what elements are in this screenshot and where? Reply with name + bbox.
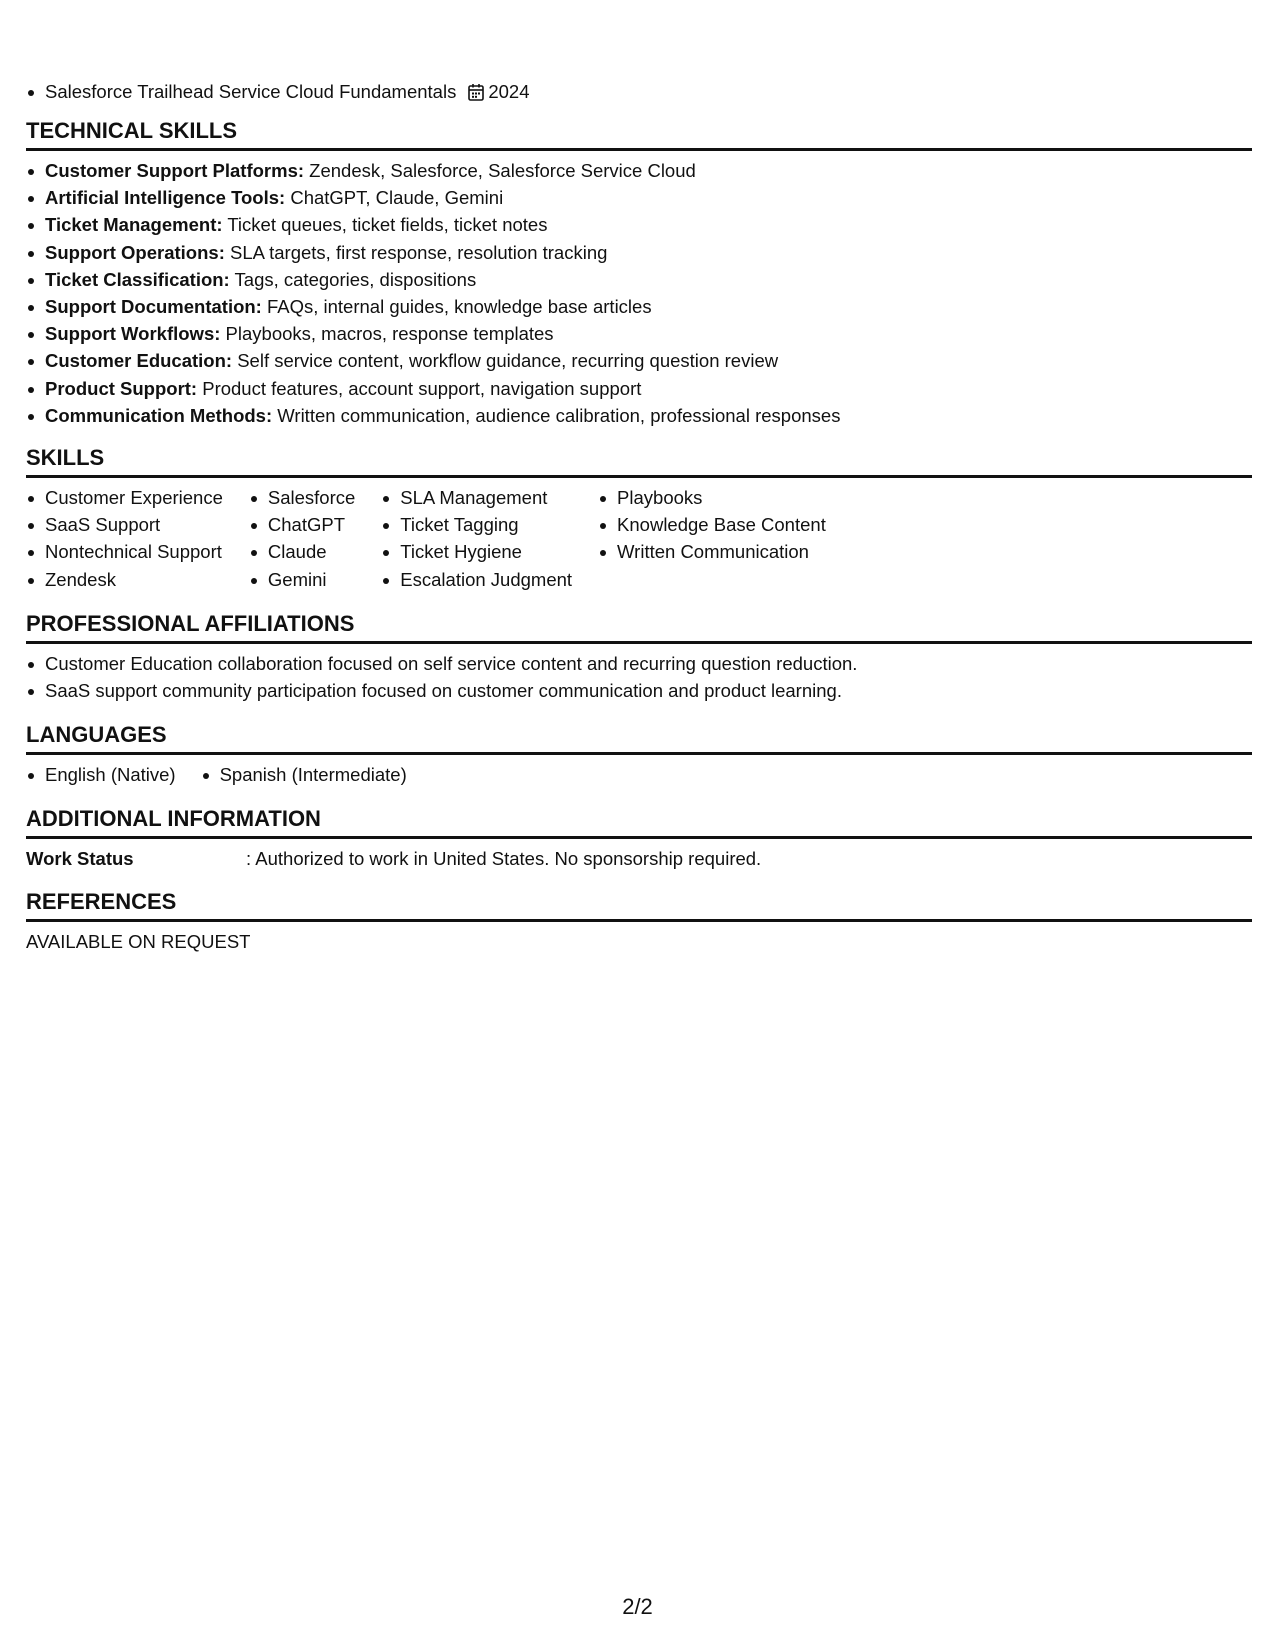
list-item [26, 402, 1252, 429]
list-item: Playbooks [598, 484, 826, 511]
work-status-row [26, 845, 1252, 872]
skill-value: ChatGPT, Claude, Gemini [285, 187, 504, 209]
list-item [26, 211, 1252, 238]
skill-value: Ticket queues, ticket fields, ticket notes [222, 214, 548, 236]
skill-label: Artificial Intelligence Tools: [45, 187, 286, 209]
list-item: Salesforce [249, 484, 355, 511]
skill-label: Ticket Classification: [45, 268, 230, 290]
skill-label: Customer Education: [45, 350, 233, 372]
languages-section [26, 722, 1252, 788]
section-heading: PROFESSIONAL AFFILIATIONS [26, 611, 1252, 644]
skill-label: Ticket Management: [45, 214, 223, 236]
page-number: 2/2 [622, 1594, 653, 1619]
list-item [26, 320, 1252, 347]
skill-value: Tags, categories, dispositions [229, 268, 477, 290]
list-item [26, 157, 1252, 184]
list-item: Nontechnical Support [26, 538, 223, 565]
list-item: Customer Education collaboration focused on self service content and recurring question reduction. [26, 650, 1252, 677]
list-item [26, 239, 1252, 266]
section-heading: ADDITIONAL INFORMATION [26, 806, 1252, 839]
skill-value: Zendesk, Salesforce, Salesforce Service Cloud [304, 160, 696, 181]
skill-label: Communication Methods: [45, 404, 273, 426]
list-item [26, 266, 1252, 293]
section-heading: TECHNICAL SKILLS [26, 118, 1252, 151]
additional-information-section [26, 806, 1252, 872]
list-item [26, 78, 529, 105]
list-item: Zendesk [26, 566, 223, 593]
skill-value: Playbooks, macros, response templates [220, 323, 554, 345]
certification-name: Salesforce Trailhead Service Cloud Fundamentals [45, 81, 457, 102]
list-item: English (Native) [26, 761, 176, 788]
skill-value: Product features, account support, navigation support [197, 377, 642, 399]
skill-value: Written communication, audience calibration, professional responses [272, 404, 841, 426]
list-item: Claude [249, 538, 355, 565]
list-item: Gemini [249, 566, 355, 593]
calendar-icon [468, 83, 484, 101]
skill-label: Product Support: [45, 377, 198, 399]
references-text: AVAILABLE ON REQUEST [26, 931, 251, 952]
list-item: Written Communication [598, 538, 826, 565]
skill-label: Support Documentation: [45, 296, 262, 318]
list-item [26, 375, 1252, 402]
technical-skills-list [26, 157, 1252, 429]
list-item: Knowledge Base Content [598, 511, 826, 538]
skill-label: Customer Support Platforms: [45, 160, 305, 181]
work-status-value: : Authorized to work in United States. No sponsorship required. [246, 848, 762, 869]
technical-skills-section [26, 118, 1252, 429]
list-item: Escalation Judgment [381, 566, 572, 593]
certification-year: 2024 [488, 81, 530, 102]
list-item: SLA Management [381, 484, 572, 511]
section-heading: SKILLS [26, 445, 1252, 478]
affiliations-section [26, 611, 1252, 704]
list-item: ChatGPT [249, 511, 355, 538]
skill-value: FAQs, internal guides, knowledge base articles [261, 296, 652, 318]
skill-value: SLA targets, first response, resolution tracking [224, 241, 608, 263]
skills-column [598, 484, 826, 593]
languages-list [26, 761, 1252, 788]
list-item: Customer Experience [26, 484, 223, 511]
skills-column [26, 484, 223, 593]
section-heading: LANGUAGES [26, 722, 1252, 755]
section-heading: REFERENCES [26, 889, 1252, 922]
skill-value: Self service content, workflow guidance, recurring question review [232, 350, 779, 372]
work-status-label: Work Status [26, 848, 134, 869]
skills-grid [26, 484, 1252, 593]
skill-label: Support Workflows: [45, 323, 221, 345]
list-item: Ticket Tagging [381, 511, 572, 538]
list-item [26, 347, 1252, 374]
list-item: SaaS support community participation focused on customer communication and product learning. [26, 677, 1252, 704]
skills-section [26, 445, 1252, 593]
references-section [26, 889, 1252, 955]
list-item: Ticket Hygiene [381, 538, 572, 565]
skills-column [381, 484, 572, 593]
list-item [26, 293, 1252, 320]
skill-label: Support Operations: [45, 241, 225, 263]
affiliations-list [26, 650, 1252, 704]
list-item [26, 184, 1252, 211]
certifications-list [26, 78, 529, 105]
list-item: SaaS Support [26, 511, 223, 538]
list-item: Spanish (Intermediate) [201, 761, 407, 788]
skills-column [249, 484, 355, 593]
